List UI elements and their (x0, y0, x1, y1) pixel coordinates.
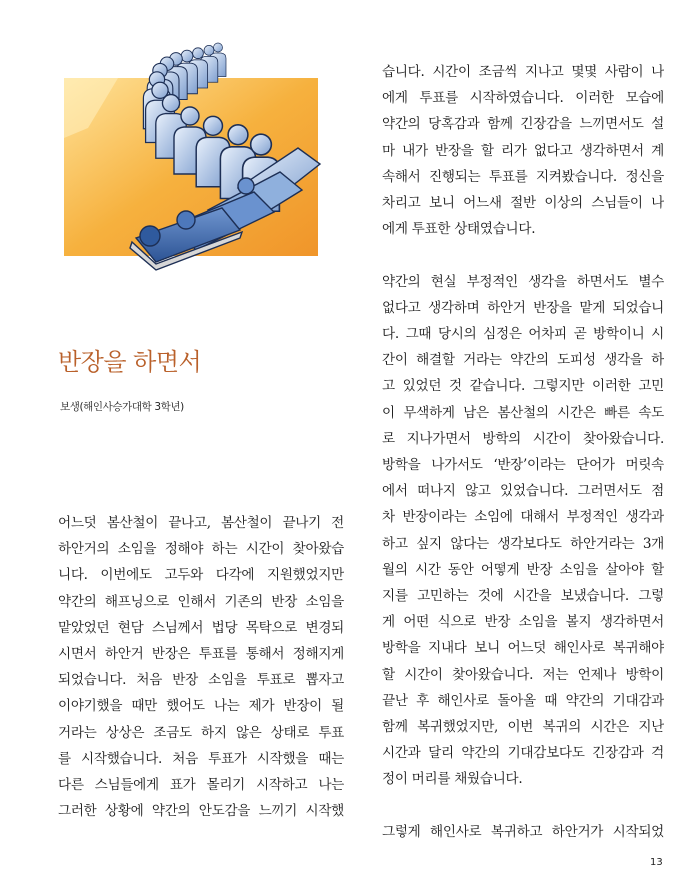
paragraph (382, 819, 664, 845)
text-line: 속해서 진행되는 투표를 지켜봤습니다. 정신을 (382, 168, 664, 185)
text-line: 하고 싶지 않다는 생각보다도 하안거라는 3개 (382, 535, 664, 552)
text-line: 로 지나가면서 방학의 시간이 찾아왔습니다. (382, 430, 664, 447)
text-line: 약간의 해프닝으로 인해서 기존의 반장 소임을 (58, 593, 344, 610)
text-line: 마 내가 반장을 할 리가 없다고 생각하면서 계 (382, 142, 664, 159)
text-line: 시면서 하안거 반장은 투표를 통해서 정해지게 (58, 646, 344, 663)
text-line: 약간의 현실 부정적인 생각을 하면서도 별수 (382, 273, 664, 290)
text-line: 고 있었던 것 같습니다. 그렇지만 이러한 고민 (382, 378, 664, 395)
text-line: 를 시작했습니다. 처음 투표가 시작했을 때는 (58, 750, 344, 767)
paragraph (382, 59, 664, 242)
text-line: 맡았었던 현담 스님께서 법당 목탁으로 변경되 (58, 619, 344, 636)
text-line: 니다. 이번에도 고두와 다각에 지원했었지만 (58, 567, 344, 584)
text-line: 시간과 달리 약간의 기대감보다도 긴장감과 걱 (382, 745, 664, 762)
paragraph (58, 510, 344, 824)
text-line: 되었습니다. 처음 반장 소임을 투표로 뽑자고 (58, 672, 344, 689)
text-line: 게 어떤 식으로 반장 소임을 볼지 생각하면서 (382, 614, 664, 631)
text-line: 그러한 상황에 약간의 안도감을 느끼기 시작했 (58, 803, 344, 820)
article-title: 반장을 하면서 (58, 348, 202, 376)
text-line: 에서 떠나지 않고 있었습니다. 그러면서도 점 (382, 483, 664, 500)
right-column (382, 59, 664, 845)
toppling-figures-illustration (58, 38, 340, 274)
text-line: 월의 시간 동안 어떻게 반장 소임을 살아야 할 (382, 561, 664, 578)
text-line: 에게 투표를 시작하였습니다. 이러한 모습에 (382, 90, 664, 107)
text-line: 방학을 나가서도 ‘반장’이라는 단어가 머릿속 (382, 457, 664, 474)
paragraph (382, 269, 664, 793)
page-number: 13 (650, 857, 663, 868)
text-line: 간이 해결할 거라는 약간의 도피성 생각을 하 (382, 352, 664, 369)
text-line: 거라는 상상은 조금도 하지 않은 상태로 투표 (58, 724, 344, 741)
text-line: 이야기했을 때만 했어도 나는 제가 반장이 될 (58, 698, 344, 715)
text-line: 다. 그때 당시의 심정은 어차피 곧 방학이니 시 (382, 326, 664, 343)
text-line: 끝난 후 해인사로 돌아올 때 약간의 기대감과 (382, 692, 664, 709)
text-line: 차 반장이라는 소임에 대해서 부정적인 생각과 (382, 509, 664, 526)
text-line: 없다고 생각하며 하안거 반장을 맡게 되었습니 (382, 299, 664, 316)
text-line: 방학을 지내다 보니 어느덧 해인사로 복귀해야 (382, 640, 664, 657)
article-byline: 보생(해인사승가대학 3학년) (60, 401, 184, 413)
text-line: 다른 스님들에게 표가 몰리기 시작하고 나는 (58, 777, 344, 794)
text-line: 이 무색하게 남은 봄산철의 시간은 빠른 속도 (382, 404, 664, 421)
text-line: 함께 복귀했었지만, 이번 복귀의 시간은 지난 (382, 719, 664, 736)
text-line: 차리고 보니 어느새 절반 이상의 스님들이 나 (382, 195, 664, 212)
left-column (58, 510, 344, 824)
text-line: 지를 고민하는 것에 시간을 보냈습니다. 그렇 (382, 588, 664, 605)
text-line: 에게 투표한 상태였습니다. (382, 221, 536, 238)
text-line: 어느덧 봄산철이 끝나고, 봄산철이 끝나기 전 (58, 515, 344, 531)
text-line: 약간의 당혹감과 함께 긴장감을 느끼면서도 설 (382, 116, 664, 133)
text-line: 그렇게 해인사로 복귀하고 하안거가 시작되었 (382, 823, 664, 840)
text-line: 하안거의 소임을 정해야 하는 시간이 찾아왔습 (58, 541, 344, 558)
text-line: 정이 머리를 채웠습니다. (382, 771, 523, 788)
text-line: 습니다. 시간이 조금씩 지나고 몇몇 사람이 나 (382, 64, 664, 80)
text-line: 할 시간이 찾아왔습니다. 저는 언제나 방학이 (382, 666, 664, 683)
